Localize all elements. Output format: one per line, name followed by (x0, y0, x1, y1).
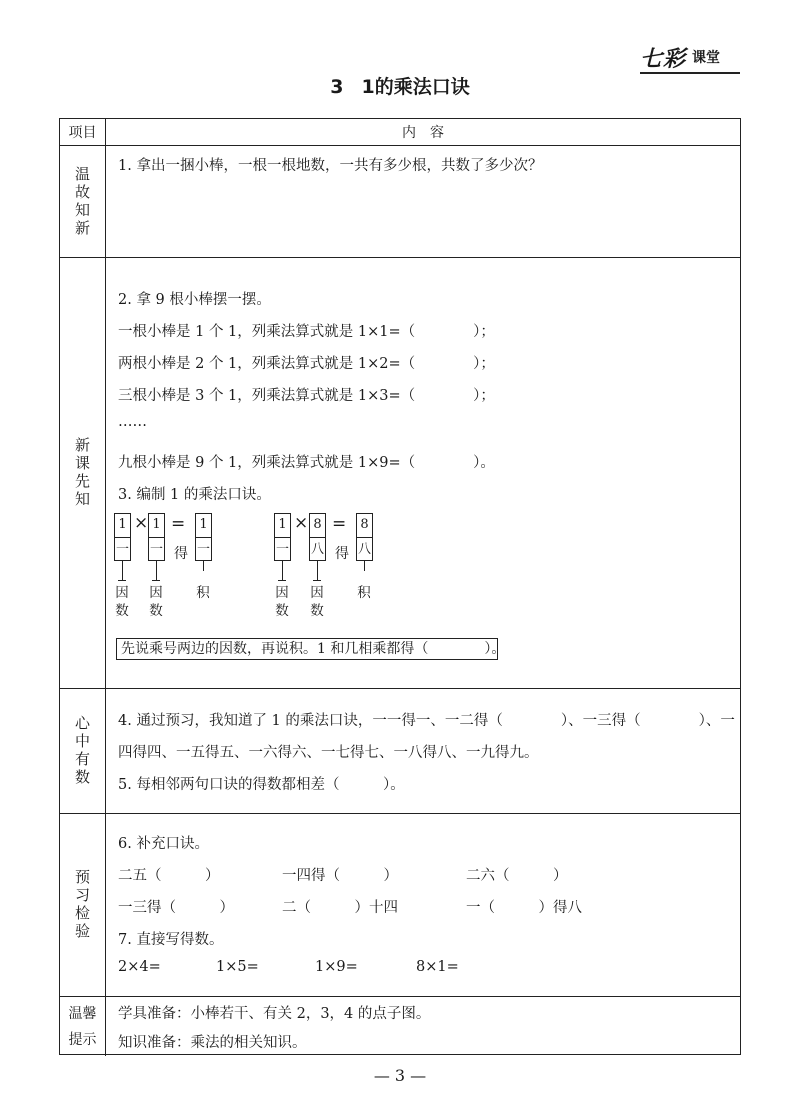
header-content-label: 内 容 (402, 125, 444, 141)
section-check (60, 814, 740, 997)
section-check-label-cell (60, 814, 106, 996)
stem-a (122, 561, 123, 581)
stem-b (317, 561, 318, 581)
product-box (195, 513, 212, 561)
section-review-label-cell (60, 146, 106, 257)
section-check-label: 预习检验 (73, 869, 91, 941)
section-hint-label-2: 提示 (68, 1031, 97, 1048)
factor-a-digit: 1 (278, 517, 287, 532)
equals-sign: = (332, 514, 347, 534)
stem-c (203, 561, 204, 571)
stem-a (282, 561, 283, 581)
section-new (60, 258, 740, 689)
stick-line-9: 九根小棒是 9 个 1，列乘法算式就是 1×9=（ ）。 (118, 455, 495, 471)
product-box (356, 513, 373, 561)
times-sign: × (134, 513, 149, 533)
calc-item: 8×1= (416, 959, 459, 975)
factor-box-b (148, 513, 165, 561)
question-2: 2. 拿 9 根小棒摆一摆。 (118, 292, 271, 308)
factor-a-char: 一 (115, 542, 129, 557)
equals-sign: = (171, 514, 186, 534)
calc-item: 1×9= (315, 959, 358, 975)
fill-item: 一四得（ ） (282, 868, 398, 884)
section-review-label: 温故知新 (73, 165, 91, 238)
de-char: 得 (174, 546, 188, 562)
section-review-content (106, 146, 740, 257)
section-hint-content (106, 997, 740, 1056)
fill-item: 二五（ ） (118, 868, 220, 884)
stick-line-2: 两根小棒是 2 个 1，列乘法算式就是 1×2=（ ）； (118, 356, 495, 372)
section-check-content (106, 814, 740, 996)
factor-box-a (114, 513, 131, 561)
calc-item: 1×5= (216, 959, 259, 975)
question-7: 7. 直接写得数。 (118, 932, 224, 948)
question-4-line-2: 四得四、一五得五、一六得六、一七得七、一八得八、一九得九。 (118, 745, 539, 761)
section-new-content (106, 258, 740, 688)
knowledge-prep: 知识准备：乘法的相关知识。 (118, 1035, 307, 1051)
factor-b-char: 八 (310, 542, 324, 557)
table-header-row (60, 119, 740, 146)
caption-product: 积 (357, 585, 371, 601)
factor-b-char: 一 (149, 542, 163, 557)
factor-a-digit: 1 (118, 517, 127, 532)
lesson-title: 1的乘法口诀 (361, 76, 470, 98)
factor-b-digit: 8 (313, 517, 322, 532)
question-5: 5. 每相邻两句口诀的得数都相差（ ）。 (118, 777, 405, 793)
caption-factor-a: 因数 (115, 585, 129, 619)
stem-b (156, 561, 157, 581)
section-review (60, 146, 740, 258)
product-digit: 1 (199, 517, 208, 532)
section-mind (60, 689, 740, 814)
stick-line-3: 三根小棒是 3 个 1，列乘法算式就是 1×3=（ ）； (118, 388, 495, 404)
factor-b-digit: 1 (152, 517, 161, 532)
factor-box-b (309, 513, 326, 561)
fill-item: 一三得（ ） (118, 900, 234, 916)
header-project-label: 项目 (68, 125, 97, 141)
section-mind-content (106, 689, 740, 813)
caption-factor-a: 因数 (275, 585, 289, 619)
tools-prep: 学具准备：小棒若干、有关 2，3，4 的点子图。 (118, 1006, 431, 1022)
product-char: 八 (357, 542, 371, 557)
worksheet-table (59, 118, 741, 1055)
ellipsis: …… (118, 414, 147, 430)
brand-main-text: 七彩 (640, 47, 687, 72)
stem-c (364, 561, 365, 571)
fill-item: 一（ ）得八 (466, 900, 582, 916)
page-number: — 3 — (373, 1066, 427, 1085)
caption-factor-b: 因数 (149, 585, 163, 619)
brand-sub-text: 课堂 (692, 50, 720, 66)
caption-factor-b: 因数 (310, 585, 324, 619)
calc-item: 2×4= (118, 959, 161, 975)
tip-box: 先说乘号两边的因数，再说积。1 和几相乘都得（ ）。 (116, 638, 498, 660)
lesson-number: 3 (330, 76, 344, 98)
section-new-label: 新课先知 (73, 437, 91, 509)
de-char: 得 (335, 546, 349, 562)
product-digit: 8 (360, 517, 369, 532)
question-6: 6. 补充口诀。 (118, 836, 209, 852)
section-mind-label-cell (60, 689, 106, 813)
caption-product: 积 (196, 585, 210, 601)
stick-line-1: 一根小棒是 1 个 1，列乘法算式就是 1×1=（ ）； (118, 324, 495, 340)
times-sign: × (294, 513, 309, 533)
product-char: 一 (196, 542, 210, 557)
section-hint-label-cell (60, 997, 106, 1056)
page-title (0, 72, 800, 99)
question-4-line-1: 4. 通过预习，我知道了 1 的乘法口诀，一一得一、一二得（ ）、一三得（ ）、一 (118, 713, 735, 729)
section-hint-label-1: 温馨 (68, 1005, 97, 1022)
section-mind-label: 心中有数 (73, 715, 91, 787)
fill-item: 二（ ）十四 (282, 900, 398, 916)
question-3: 3. 编制 1 的乘法口诀。 (118, 487, 271, 503)
factor-a-char: 一 (275, 542, 289, 557)
factor-box-a (274, 513, 291, 561)
fill-item: 二六（ ） (466, 868, 568, 884)
section-new-label-cell (60, 258, 106, 688)
question-1: 1. 拿出一捆小棒，一根一根地数，一共有多少根，共数了多少次？ (118, 158, 543, 174)
header-project-cell (60, 119, 106, 145)
header-content-cell (106, 119, 740, 145)
section-hint (60, 997, 740, 1056)
